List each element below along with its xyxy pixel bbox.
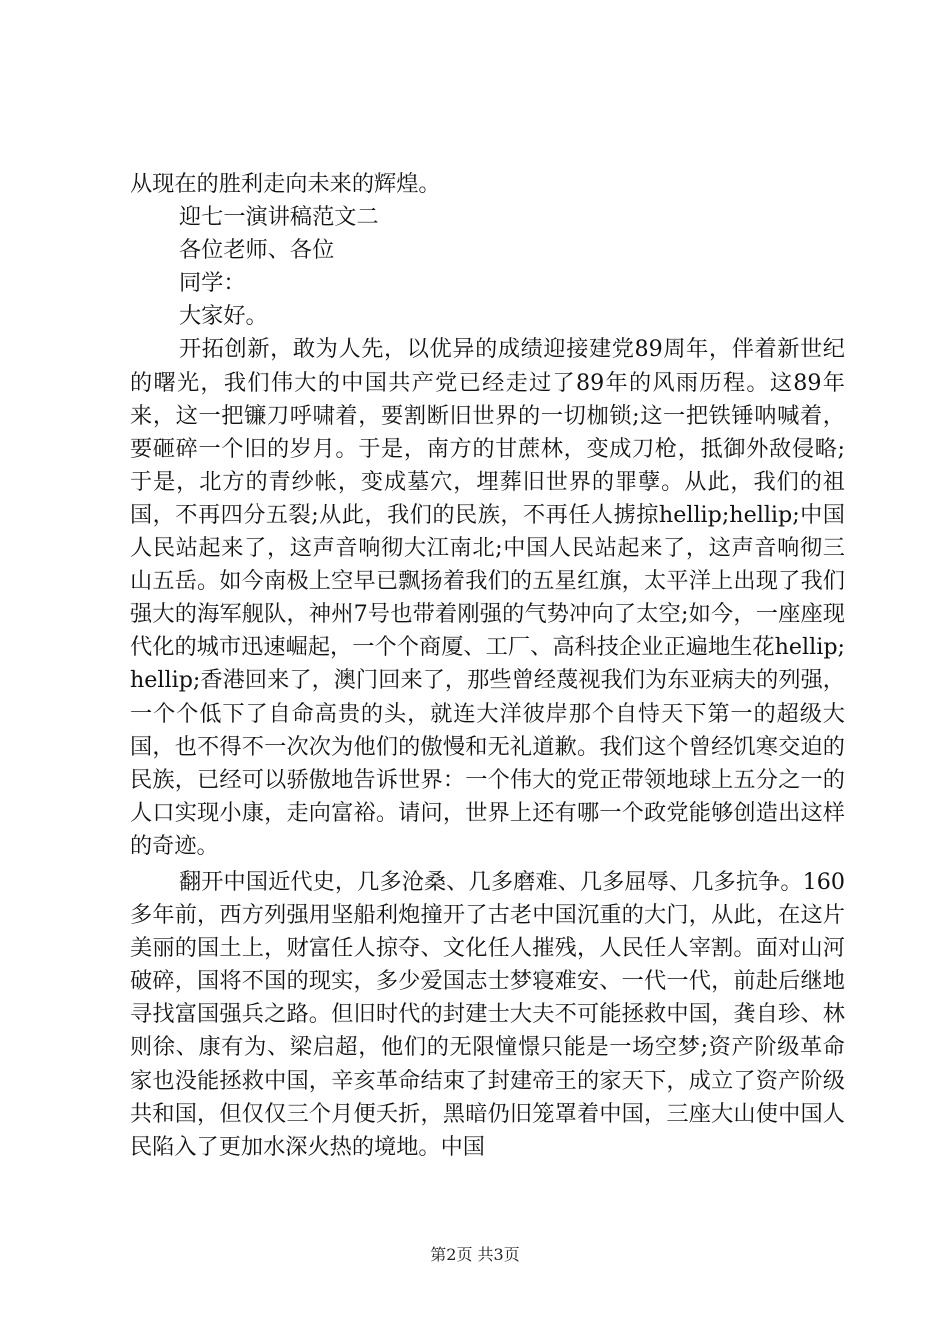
body-paragraph-1: 开拓创新，敢为人先，以优异的成绩迎接建党89周年，伴着新世纪的曙光，我们伟大的中国共产党已经走过了89年的风雨历程。这89年来，这一把镰刀呼啸着，要割断旧世界的一切枷锁;这一把铁锤呐喊着，要砸碎一个旧的岁月。于是，南方的甘蔗林，变成刀枪，抵御外敌侵略;于是，北方的青纱帐，变成墓穴，埋葬旧世界的罪孽。从此，我们的祖国，不再四分五裂;从此，我们的民族，不再任人掳掠hellip;hellip;中国人民站起来了，这声音响彻大江南北;中国人民站起来了，这声音响彻三山五岳。如今南极上空早已飘扬着我们的五星红旗，太平洋上出现了我们强大的海军舰队，神州7号也带着刚强的气势冲向了太空;如今，一座座现代化的城市迅速崛起，一个个商厦、工厂、高科技企业正遍地生花hellip;hellip;香港回来了，澳门回来了，那些曾经蔑视我们为东亚病夫的列强，一个个低下了自命高贵的头，就连大洋彼岸那个自恃天下第一的超级大国，也不得不一次次为他们的傲慢和无礼道歉。我们这个曾经饥寒交迫的民族，已经可以骄傲地告诉世界：一个伟大的党正带领地球上五分之一的人口实现小康，走向富裕。请问，世界上还有哪一个政党能够创造出这样的奇迹。 [130, 336, 845, 859]
speech-title: 迎七一演讲稿范文二 [179, 204, 379, 231]
greeting: 大家好。 [179, 303, 268, 330]
document-body [130, 168, 845, 1164]
paragraph-continuation: 从现在的胜利走向未来的辉煌。 [130, 171, 441, 197]
salutation-line-2: 同学： [179, 270, 246, 297]
body-paragraph-2: 翻开中国近代史，几多沧桑、几多磨难、几多屈辱、几多抗争。160多年前，西方列强用坚船利炮撞开了古老中国沉重的大门，从此，在这片美丽的国土上，财富任人掠夺、文化任人摧残，人民任人宰割。面对山河破碎，国将不国的现实，多少爱国志士梦寝难安、一代一代，前赴后继地寻找富国强兵之路。但旧时代的封建士大夫不可能拯救中国，龚自珍、林则徐、康有为、梁启超，他们的无限憧憬只能是一场空梦;资产阶级革命家也没能拯救中国，辛亥革命结束了封建帝王的家天下，成立了资产阶级共和国，但仅仅三个月便夭折，黑暗仍旧笼罩着中国，三座大山使中国人民陷入了更加水深火热的境地。中国 [130, 868, 845, 1160]
page-number-footer: 第2页 共3页 [430, 1245, 520, 1264]
salutation-line-1: 各位老师、各位 [179, 237, 335, 264]
